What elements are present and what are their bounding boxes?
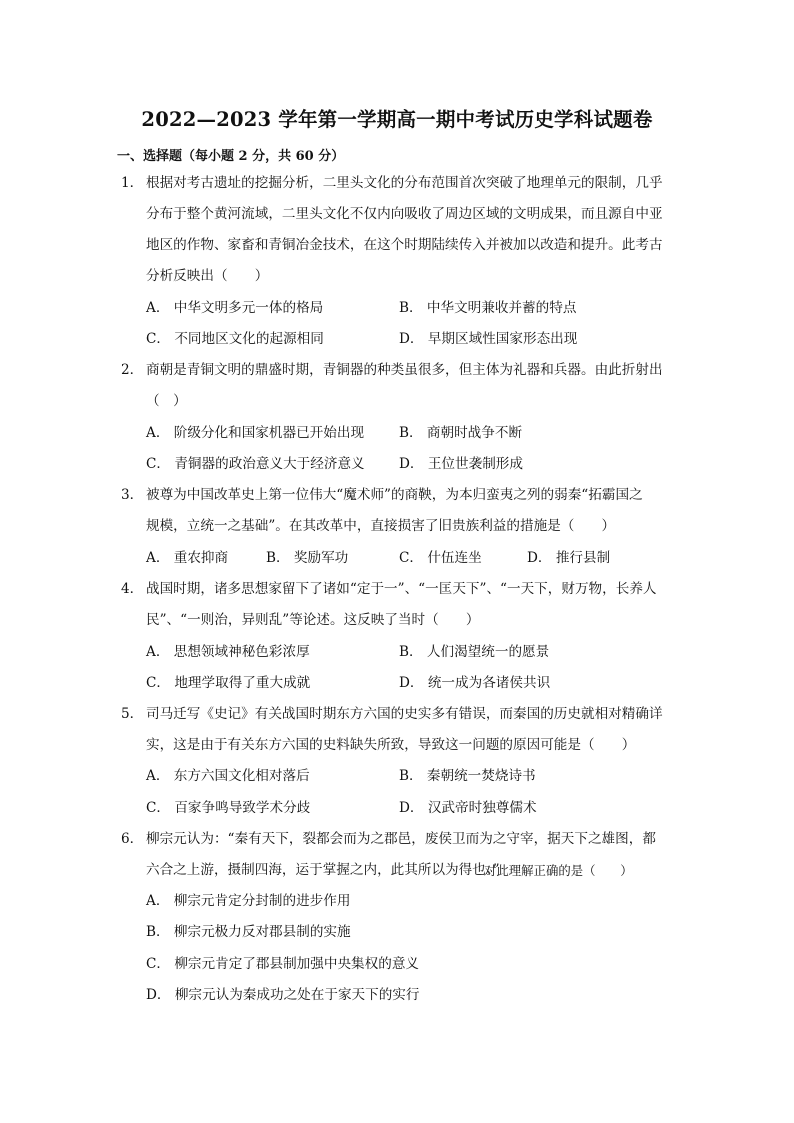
question-text-line: 柳宗元认为：“秦有天下，裂都会而为之郡邑，废侯卫而为之守宰，据天下之雄图，都 [146,831,656,847]
option-a: A． 思想领域神秘色彩浓厚 [146,644,310,660]
option-d: D． 汉武帝时独尊儒术 [399,800,537,816]
question-text-line: 商朝是青铜文明的鼎盛时期，青铜器的种类虽很多，但主体为礼器和兵器。由此折射出 [146,362,663,378]
question-number: 2． [121,362,144,378]
option-d: D． 王位世袭制形成 [399,456,523,472]
option-a: A． 阶级分化和国家机器已开始出现 [146,425,365,441]
option-d: D． 统一成为各诸侯共识 [399,675,551,691]
option-c: C． 地理学取得了重大成就 [146,675,311,691]
section-heading: 一、选择题（每小题 2 分，共 60 分） [117,149,345,164]
question-number: 6． [121,831,144,847]
option-d: D． 早期区域性国家形态出现 [399,331,578,347]
question-text-line: 分析反映出（ ） [146,268,269,284]
option-d: D． 柳宗元认为秦成功之处在于家天下的实行 [146,987,420,1003]
option-b: B． 奖励军功 [266,550,349,566]
option-b: B． 柳宗元极力反对郡县制的实施 [146,924,351,940]
question-number: 5． [121,706,144,722]
question-text-line: 司马迁写《史记》有关战国时期东方六国的史实多有错误，而秦国的历史就相对精确详 [146,706,663,722]
question-text-line: 实，这是由于有关东方六国的史料缺失所致，导致这一问题的原因可能是（ ） [146,737,636,753]
question-text-line: 六合之上游，摄制四海，运于掌握之内，此其所以为得也。” [146,862,500,878]
option-a: A． 中华文明多元一体的格局 [146,300,324,316]
question-text-line: 规模，立统一之基础”。在其改革中，直接损害了旧贵族利益的措施是（ ） [146,518,616,534]
question-text-line: （ ） [146,393,187,409]
option-c: C． 不同地区文化的起源相同 [146,331,324,347]
question-text-line: 民”、“一则治，异则乱”等论述。这反映了当时（ ） [146,612,480,628]
question-text-line: 对此理解正确的是（ ） [484,863,633,878]
page-title: 2022—2023 学年第一学期高一期中考试历史学科试题卷 [141,108,653,131]
option-c: C． 青铜器的政治意义大于经济意义 [146,456,365,472]
question-text-line: 根据对考古遗址的挖掘分析，二里头文化的分布范围首次突破了地理单元的限制，几乎 [146,175,663,191]
option-c: C． 什伍连坐 [399,550,482,566]
option-a: A． 柳宗元肯定分封制的进步作用 [146,893,351,909]
question-text-line: 分布于整个黄河流域，二里头文化不仅内向吸收了周边区域的文明成果，而且源自中亚 [146,206,663,222]
option-a: A． 东方六国文化相对落后 [146,768,310,784]
question-number: 3． [121,487,144,503]
question-text-line: 被尊为中国改革史上第一位伟大“魔术师”的商鞅，为本归蛮夷之列的弱秦“拓霸国之 [146,487,643,503]
question-number: 1． [121,175,144,191]
option-b: B． 中华文明兼收并蓄的特点 [399,300,577,316]
option-d: D． 推行县制 [527,550,611,566]
option-c: C． 柳宗元肯定了郡县制加强中央集权的意义 [146,956,420,972]
question-text-line: 地区的作物、家畜和青铜冶金技术，在这个时期陆续传入并被加以改造和提升。此考古 [146,237,663,253]
option-c: C． 百家争鸣导致学术分歧 [146,800,311,816]
option-b: B． 秦朝统一焚烧诗书 [399,768,536,784]
question-number: 4． [121,581,144,597]
question-text-line: 战国时期，诸多思想家留下了诸如“定于一”、“一匡天下”、“一天下，财万物，长养人 [146,581,657,597]
option-a: A． 重农抑商 [146,550,229,566]
option-b: B． 人们渴望统一的愿景 [399,644,550,660]
option-b: B． 商朝时战争不断 [399,425,523,441]
